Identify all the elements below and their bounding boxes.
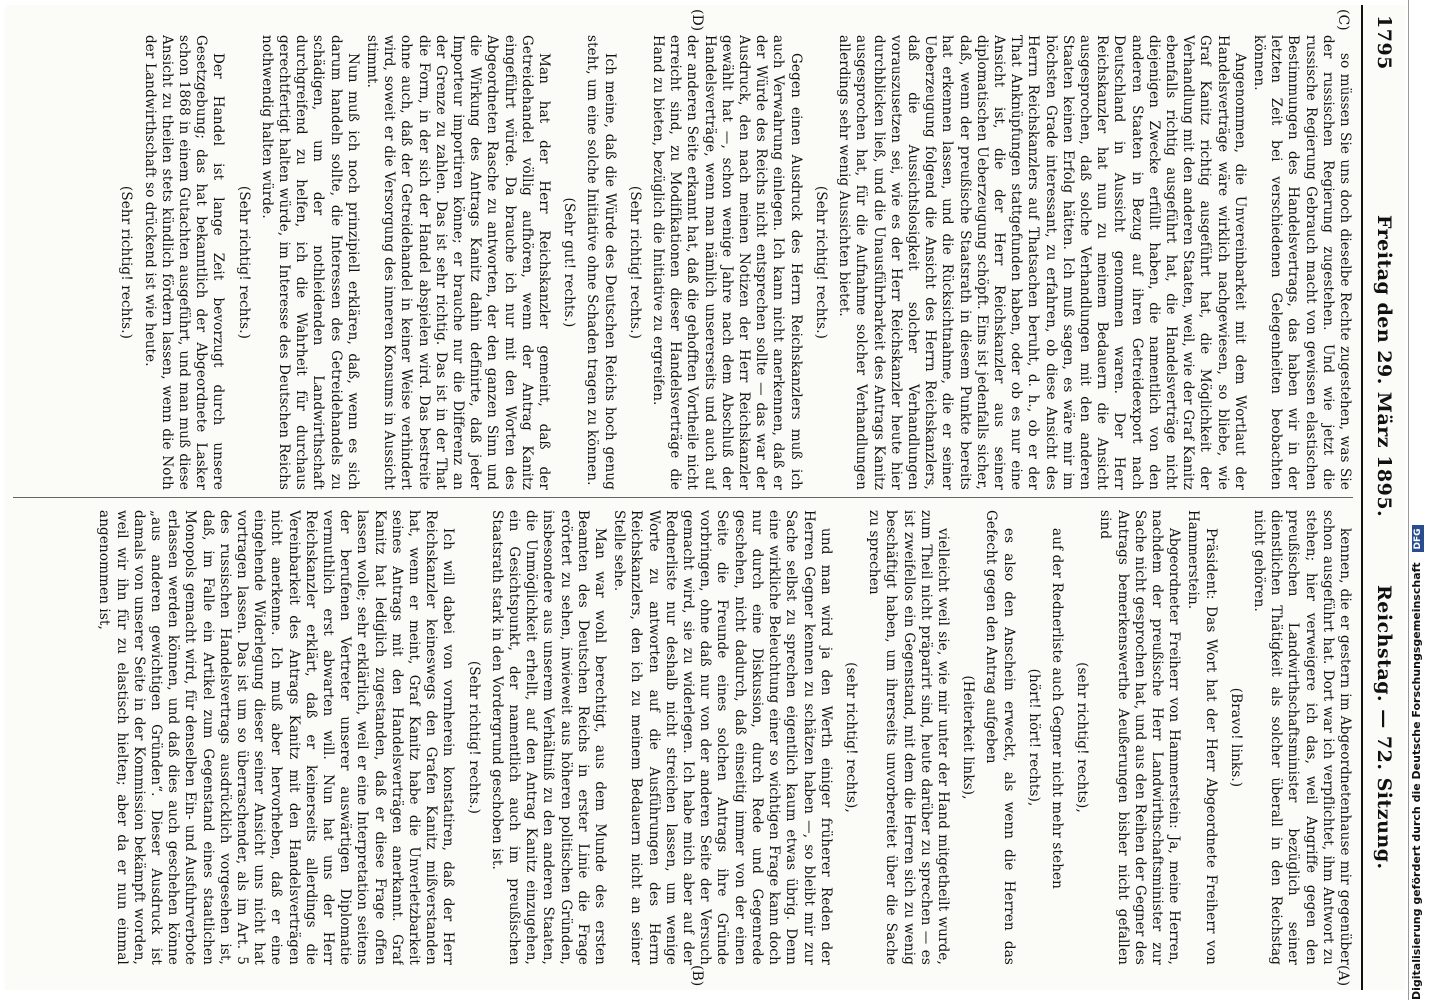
paragraph: Man hat der Herr Reichskanzler gemeint, daß der Getreidehandel völlig aufhören, wenn der Antrag Kanitz eingeführt würde. Da brauche ich nur mit den Worten des Abgeordneten Rasche zu antworten, der den ganzen Sinn und die Wirkung des Antrags Kanitz dahin definirte, daß jeder Importeur importiren könne; er brauche nur die Differenz an der Grenze zu zahlen. Das ist sehr richtig. Das ist in der That die Form, in der sich der Handel abspielen wird. Das bestreite ohne auch, daß der Getreidehandel in keiner Weise verhindert wird, soweit er die Versorgung des inneren Konsums in Aussicht stimmt. (364, 35, 553, 490)
paragraph: Angenommen, die Unvereinbarkeit mit dem Wortlaut der Handelsverträge wäre wirklich nachgewiesen, so bliebe, wie Graf Kanitz richtig ausgeführt hat, die Möglichkeit der Verhandlung mit den anderen Staaten, weil, wie der Graf Kanitz ebenfalls richtig ausgeführt hat, die Handelsverträge nicht diejenigen Zwecke erfüllt haben, die namentlich von den anderen Staaten in Bezug auf ihren Getreideexport nach Deutschland in Aussicht genommen waren. Der Herr Reichskanzler hat nun zu meinem Bedauern die Ansicht ausgesprochen, daß solche Verhandlungen mit den anderen Staaten keinen Erfolg hätten. Ich muß sagen, es wäre mir im höchsten Grade interessant, zu erfahren, ob diese Ansicht des Herrn Reichskanzlers auf Thatsachen beruht, d. h., ob er der That Anknüpfungen stattgefunden haben, oder ob es nur eine Ansicht ist, die der Herr Reichskanzler aus seiner diplomatischen Ueberzeugung schöpft. Eins ist jedenfalls sicher, daß, wenn der preußische Staatsrath in diesem Punkte bereits hat erkennen lassen, und die Rücksichtnahme, die er seiner Ueberzeugung folgend die Ansicht des Herrn Reichskanzlers, daß die Aussichtslosigkeit solcher Verhandlungen vorauszusetzen sei, wie es der Herr Reichskanzler heute hier durchblicken ließ, und die Unausführbarkeit des Antrags Kanitz ausgesprochen hat, für die Aufnahme solcher Verhandlungen allerdings sehr wenig Aussichten bietet. (836, 35, 1248, 490)
paragraph: Der Handel ist lange Zeit bevorzugt durch unsere Gesetzgebung; das hat bekanntlich der Abgeordnete Lasker schon 1868 in einem Gutachten ausgeführt, und man muß diese Ansicht zu theilen stets kündlich fördern lassen, wenn die Noth der Landwirthschaft so drückend ist wie heute. (141, 35, 227, 490)
paragraph: Ich will dabei von vornherein konstatiren, daß der Herr Reichskanzler keineswegs den Grafen Kanitz mißverstanden hat, wenn er meint, Graf Kanitz habe die Unverletzbarkeit seines Antrags mit den Handelsverträgen anerkannt. Graf Kanitz hat lediglich zugestanden, daß er diese Frage offen lassen wolle; sehr erklärlich, weil er eine Interpretation seitens der berufenen Vertreter unserer auswärtigen Diplomatie vermuthlich erst abwarten will. Nun hat uns der Herr Reichskanzler erklärt, daß er keinerseits allerdings die Vereinbarkeit des Antrags Kanitz mit den Handelsverträgen nicht anerkenne. Ich muß aber hervorheben, daß er eine eingehende Widerlegung dieser seiner Ansicht uns nicht hat vortragen lassen. Das ist um so überraschender, als im Art. 5 des russischen Handelsvertrags ausdrücklich vorgesehen ist, daß, im Falle ein Artikel zum Gegenstand eines staatlichen Monopols gemacht wird, für denselben Ein- und Ausfuhrverbote erlassen werden können, und daß dies auch geschehen könne „aus anderen gewichtigen Gründen“. Dieser Ausdruck ist damals von unserer Seite in der Kommission bekämpft worden, weil wir ihn für zu elastisch hielten; aber da er nun einmal angenommen ist, (96, 510, 457, 965)
digitization-text: Digitalisierung gefördert durch die Deutsche Forschungsgemeinschaft (1410, 562, 1423, 1000)
digitization-note (1408, 0, 1432, 1000)
header-rule (1361, 5, 1363, 990)
document-page (5, 5, 1405, 990)
text-column-left (13, 510, 1353, 965)
paragraph: (Sehr richtig! rechts.) (235, 185, 252, 340)
paragraph: es also den Anschein erweckt, als wenn die Herren das Gefecht gegen den Antrag aufgeben (983, 510, 1017, 965)
paragraph: so müssen Sie uns doch dieselbe Rechte zugestehen, was Sie der russischen Regierung zugestehen. Und wie jetzt die russische Regierung Gebrauch macht von gewissen elastischen Bestimmungen des Handelsvertrags, das haben wir in der letzten Zeit bei verschiedenen Gelegenheiten beobachten können. (1250, 35, 1353, 490)
paragraph: (Sehr gut! rechts.) (561, 197, 578, 328)
paragraph: Abgeordneter Freiherr von Hammerstein: Ja, meine Herren, nachdem der preußische Herr Landwirthschaftsminister zur Sache nicht gesprochen hat, und aus den Reihen der Gegner des Antrags bemerkenswerthe Aeußerungen bisher nicht gefallen sind (1097, 510, 1183, 965)
paragraph: (Sehr richtig! rechts.) (118, 185, 135, 340)
paragraph: (hört! hört! rechts), (1025, 668, 1042, 807)
paragraph: kennen, die er gestern im Abgeordnetenhause mir gegenüber schon ausgeführt hat. Dort war ich verpflichtet, ihm Antwort zu stehen; hier verweigere ich das, weil Angriffe gegen den preußischen Landwirthschaftsminister bezüglich seiner dienstlichen Thätigkeit als solcher überall in den Reichstag nicht gehören. (1250, 510, 1353, 965)
dfg-logo-icon: DFG (1412, 525, 1424, 552)
paragraph: Man war wohl berechtigt, aus dem Munde des ersten Beamten des Deutschen Reichs in erster Linie die Frage erörtert zu sehen, inwieweit aus höheren politischen Gründen, insbesondere aus unserem Verhältniß zu den anderen Staaten, die Unmöglichkeit erhellt, auf den Antrag Kanitz einzugehen, ein Gesichtspunkt, der namentlich auch im preußischen Staatsrath stark in den Vordergrund geschoben ist. (488, 510, 609, 965)
column-divider (13, 497, 1353, 498)
margin-marker-d: (D) (689, 9, 705, 32)
margin-marker-a: (A) (1335, 965, 1351, 987)
paragraph: Ich meine, daß die Würde des Deutschen Reichs hoch genug steht, um eine solche Initiative ohne Schaden tragen zu können. (584, 35, 618, 490)
margin-marker-c: (C) (1335, 9, 1351, 31)
paragraph: (Bravo! links.) (1227, 687, 1244, 788)
paragraph: Präsident: Das Wort hat der Herr Abgeordnete Freiherr von Hammerstein. (1185, 510, 1219, 965)
page-header (1365, 5, 1405, 990)
header-date: Freitag den 29. März 1895. (1373, 215, 1395, 518)
paragraph: Nun muß ich noch prinzipiell erklären, daß, wenn es sich darum handeln sollte, die Interessen des Getreidehandels zu schädigen, um der nothleidenden Landwirthschaft durchgreifend zu helfen, ich die Wahrheit für durchaus gerechtfertigt halten würde, im Interesse des Deutschen Reichs nothwendig halten würde. (258, 35, 361, 490)
margin-marker-b: (B) (689, 965, 705, 987)
header-session: Reichstag. — 72. Sitzung. (1373, 585, 1395, 870)
paragraph: Gegen einen Ausdruck des Herrn Reichskanzlers muß ich auch Verwahrung einlegen. Ich kann nicht anerkennen, daß er der Würde des Reichs nicht entsprechen sollte — das war der Ausdruck, den nach meinen Notizen der Herr Reichskanzler gewählt hat —, schon wenige Jahre nach dem Abschluß der Handelsverträge, wenn man nämlich unsererseits und auch auf der anderen Seite erkannt hat, daß die gehofften Vortheile nicht erreicht sind, zu Modifikationen dieser Handelsverträge die Hand zu bieten, bezüglich die Initiative zu ergreifen. (650, 35, 804, 490)
paragraph: auf der Rednerliste auch Gegner nicht mehr stehen (1048, 528, 1065, 890)
paragraph: und man wird ja den Werth einiger früherer Reden der Herren Gegner kennen zu schätzen haben —, so bleibt mir zur Sache selbst zu sprechen eigentlich kaum etwas übrig. Denn eine wirkliche Beleuchtung einer so wichtigen Frage kann doch nur durch eine Diskussion, durch Rede und Gegenrede geschehen, nicht dadurch, daß einseitig immer von der einen Seite die Freunde eines solchen Antrags ihre Gründe vorbringen, ohne daß nur von der anderen Seite der Versuch gemacht wird, sie zu widerlegen. Ich habe mich aber auf der Rednerliste nur deshalb nicht streichen lassen, um wenige Worte zu antworten auf die Ausführungen des Herrn Reichskanzlers, den ich zu meinem Bedauern nicht an seiner Stelle sehe. (611, 510, 834, 965)
paragraph: (Sehr richtig! rechts.) (626, 185, 643, 340)
paragraph: (Sehr richtig! rechts.) (465, 660, 482, 815)
paragraph: vielleicht weil sie, wie mir unter der Hand mitgetheilt wurde, zum Theil nicht präparirt sind, heute darüber zu sprechen — es ist zweifellos ein Gegenstand, mit dem die Herren sich zu wenig beschäftigt haben, um ihrerseits unvorbereitet über die Sache zu sprechen (866, 510, 951, 965)
paragraph: (Sehr richtig! rechts.) (812, 185, 829, 340)
text-column-right (13, 35, 1353, 490)
paragraph: (sehr richtig! rechts), (842, 662, 859, 813)
paragraph: (sehr richtig! rechts), (1074, 662, 1091, 813)
page-number: 1795 (1373, 15, 1395, 70)
paragraph: (Heiterkeit links), (960, 675, 977, 800)
